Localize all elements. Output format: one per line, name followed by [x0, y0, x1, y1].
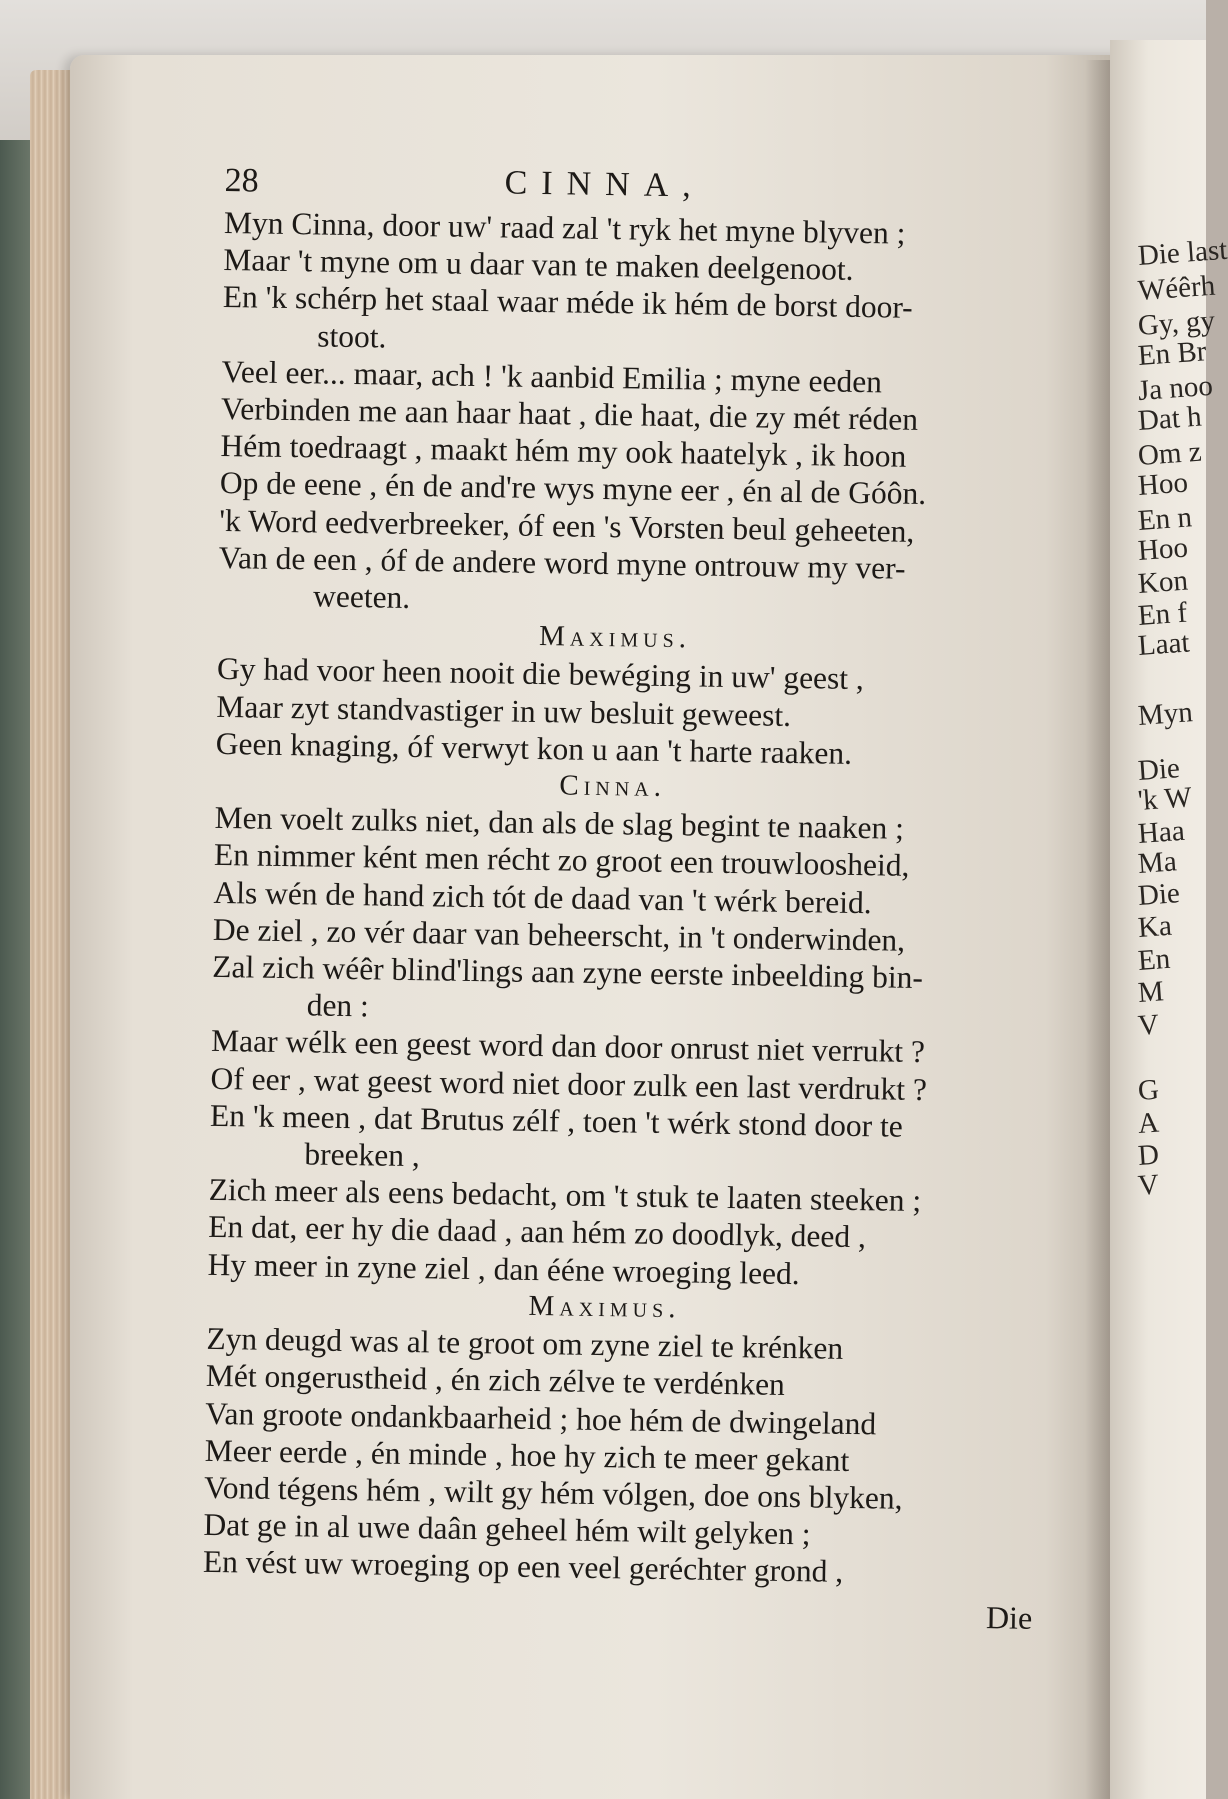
verse-line: Dat ge in al uwe daân geheel hém wilt gelyken ;	[203, 1506, 811, 1552]
facing-page-fragment: G	[1136, 1073, 1160, 1107]
verse-line-continuation: stoot.	[316, 318, 387, 355]
verse-line: De ziel , zo vér daar van beheerscht, in 't onderwinden,	[212, 911, 906, 958]
verse-line: En vést uw wroeging op een veel geréchter grond ,	[202, 1544, 844, 1590]
verse-line: En 'k meen , dat Brutus zélf , toen 't wérk stond door te	[209, 1097, 904, 1144]
facing-page-fragment: Die	[1136, 752, 1181, 787]
verse-line: Op de eene , én de and're wys myne eer , én al de Góôn.	[219, 465, 927, 512]
catchword: Die	[985, 1598, 1033, 1636]
verse-line: En 'k schérp het staal waar méde ik hém de borst door-	[222, 279, 913, 326]
verse-line: Of eer , wat geest word niet door zulk een last verdrukt ?	[210, 1060, 928, 1107]
facing-page-fragment: V	[1136, 1168, 1160, 1202]
facing-page-fragment: V	[1136, 1008, 1160, 1042]
facing-page-fragment: Ka	[1136, 909, 1173, 944]
facing-page	[1110, 40, 1228, 1799]
verse-line: En dat, eer hy die daad , aan hém zo doodlyk, deed ,	[207, 1209, 867, 1255]
verse-line: Mét ongerustheid , én zich zélve te verdénken	[205, 1358, 786, 1403]
facing-page-fragment: En Br	[1136, 335, 1208, 372]
page-number: 28	[224, 161, 259, 200]
facing-page-fragment: Laat	[1136, 626, 1191, 662]
facing-page-fragment: Hoo	[1136, 466, 1189, 502]
facing-page-fragment: Haa	[1136, 814, 1186, 850]
facing-page-fragment: A	[1136, 1106, 1160, 1140]
facing-page-fragment: M	[1136, 975, 1165, 1009]
facing-page-fragment: Om z	[1136, 435, 1203, 472]
verse-line-continuation: weeten.	[312, 578, 411, 615]
verse-line: Hy meer in zyne ziel , dan ééne wroeging leed.	[207, 1246, 800, 1291]
verse-line: Als wén de hand zich tót de daad van 't wérk bereid.	[213, 874, 872, 920]
facing-page-fragment: En n	[1136, 501, 1193, 537]
facing-page-fragment: Gy, gy	[1136, 304, 1216, 342]
verse-line: En nimmer ként men récht zo groot een trouwloosheid,	[213, 837, 910, 884]
facing-page-fragment: En f	[1136, 596, 1189, 632]
verse-line: Van de een , óf de andere word myne ontrouw my ver-	[218, 539, 906, 586]
verse-line: 'k Word eedverbreeker, óf een 's Vorsten beul geheeten,	[219, 502, 915, 549]
facing-page-fragment: Wéêrh	[1136, 269, 1217, 307]
facing-page-fragment: Die last	[1136, 233, 1228, 272]
speaker-name: Maximus.	[538, 620, 692, 655]
verse-line: Veel eer... maar, ach ! 'k aanbid Emilia ; myne eeden	[221, 353, 883, 400]
verse-line: Geen knaging, óf verwyt kon u aan 't harte raaken.	[215, 725, 853, 771]
verse-line: Meer eerde , én minde , hoe hy zich te meer gekant	[204, 1432, 850, 1478]
speaker-name: Maximus.	[528, 1289, 681, 1325]
verse-line: Maar 't myne om u daar van te maken deelgenoot.	[223, 242, 854, 288]
facing-page-fragment: Die	[1136, 877, 1181, 912]
facing-page-fragment: Dat h	[1136, 400, 1203, 437]
running-title: CINNA,	[504, 164, 706, 205]
verse-line: Verbinden me aan haar haat , die haat, die zy mét réden	[220, 390, 919, 437]
facing-page-fragment: Ja noo	[1136, 369, 1214, 407]
verse-line-continuation: breeken ,	[304, 1136, 421, 1174]
verse-line: Hém toedraagt , maakt hém my ook haatelyk , ik hoon	[220, 428, 907, 474]
facing-page-fragment: Hoo	[1136, 531, 1189, 567]
facing-page-fragment: 'k W	[1136, 781, 1193, 817]
verse-line: Gy had voor heen nooit die bewéging in uw' geest ,	[216, 651, 865, 697]
verse-line: Zal zich wéêr blind'lings aan zyne eerste inbeelding bin-	[212, 948, 924, 996]
verse-line: Zich meer als eens bedacht, om 't stuk te laaten steeken ;	[208, 1172, 922, 1219]
verse-block	[203, 204, 1060, 1593]
verse-line: Van groote ondankbaarheid ; hoe hém de dwingeland	[205, 1395, 877, 1441]
verse-line: Men voelt zulks niet, dan als de slag begint te naaken ;	[214, 800, 905, 846]
facing-page-fragment: Myn	[1136, 696, 1194, 732]
facing-page-fragment: En	[1136, 942, 1172, 977]
facing-page-fragment: Kon	[1136, 564, 1189, 600]
verse-line: Zyn deugd was al te groot om zyne ziel te krénken	[206, 1320, 844, 1366]
facing-page-fragment: D	[1136, 1138, 1160, 1172]
page-text	[202, 160, 1060, 1637]
verse-line-continuation: den :	[306, 987, 370, 1024]
speaker-name: Cinna.	[559, 769, 667, 804]
verse-line: Maar zyt standvastiger in uw besluit geweest.	[216, 688, 792, 733]
verse-line: Myn Cinna, door uw' raad zal 't ryk het myne blyven ;	[223, 204, 906, 251]
facing-page-fragment: Ma	[1136, 845, 1178, 880]
verse-line: Maar wélk een geest word dan door onrust niet verrukt ?	[210, 1023, 926, 1070]
verse-line: Vond tégens hém , wilt gy hém vólgen, doe ons blyken,	[203, 1469, 903, 1516]
